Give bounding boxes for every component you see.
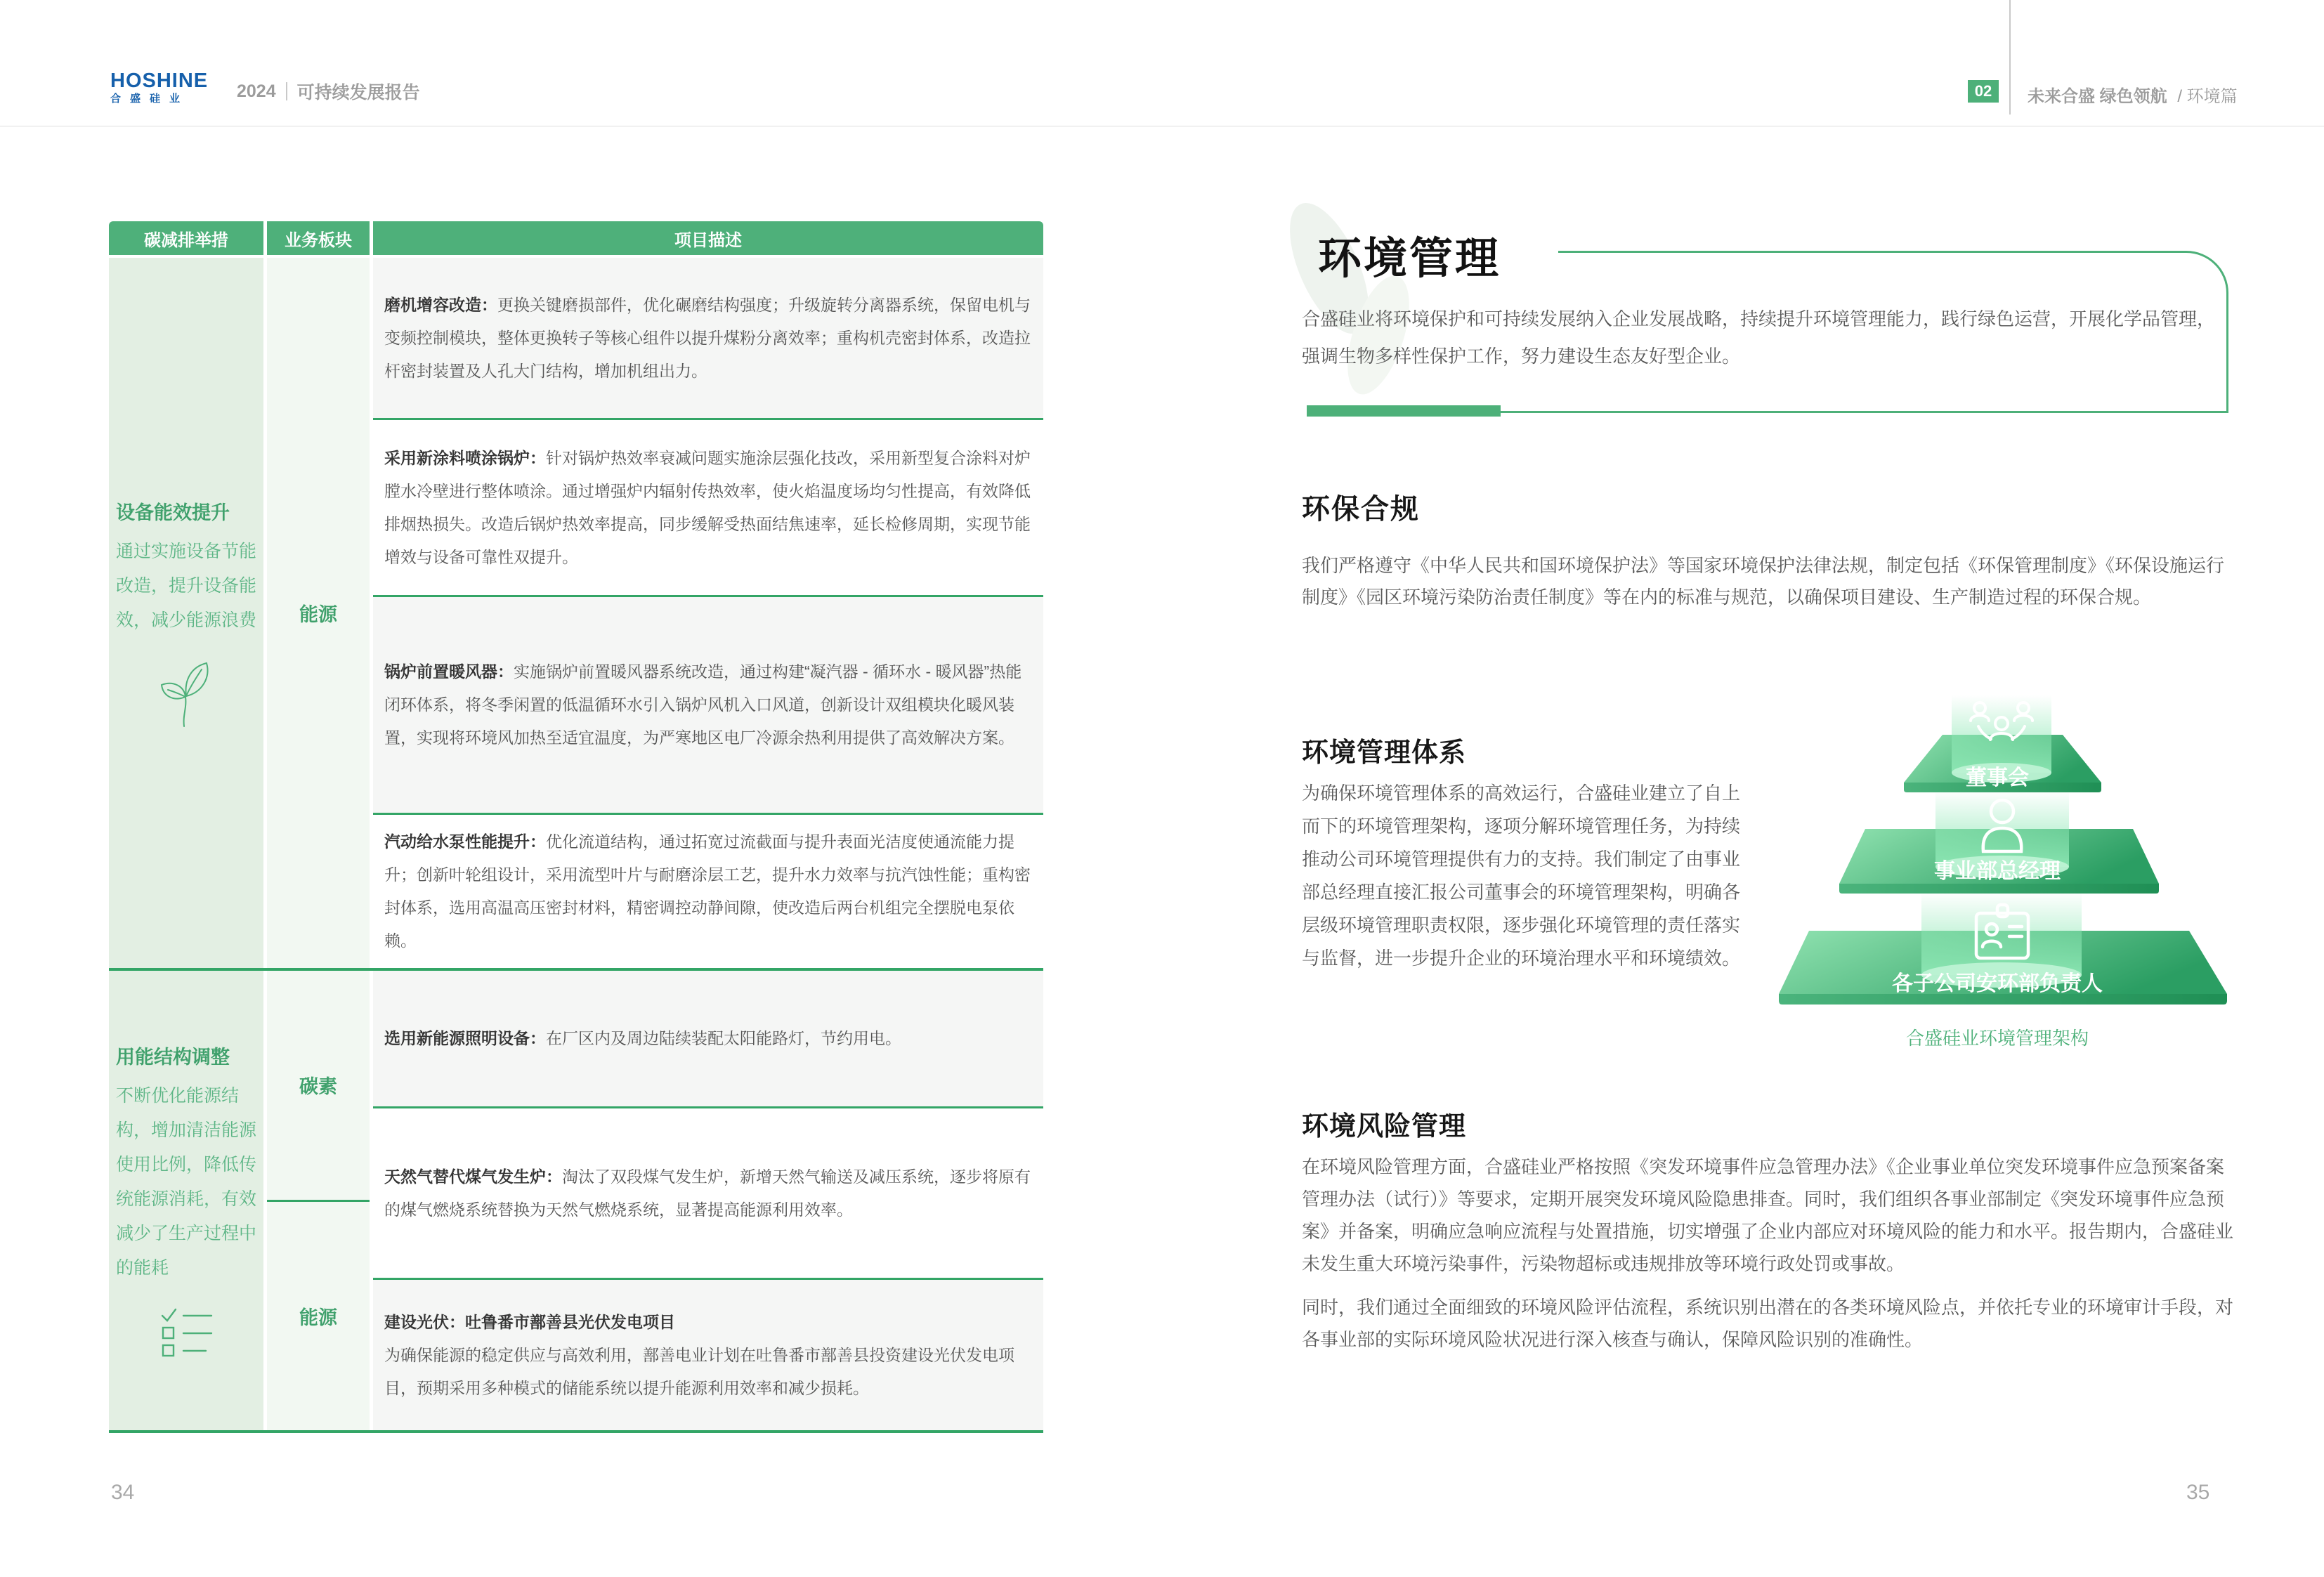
pyramid-label-board: 董事会: [1966, 766, 2029, 790]
project-text: 磨机增容改造：更换关键磨损部件，优化碾磨结构强度；升级旋转分离器系统，保留电机与变频控制模块，整体更换转子等核心组件以提升煤粉分离效率；重构机壳密封体系，改造拉杆密封装置及人孔大门结构，增加机组出力。: [384, 295, 1031, 380]
project-text: 选用新能源照明设备：在厂区内及周边陆续装配太阳能路灯，节约用电。: [384, 1029, 901, 1047]
segment-cell-energy: 能源: [267, 1202, 370, 1431]
column-header-measure: 碳减排举措: [109, 221, 263, 255]
section-heading-system: 环境管理体系: [1302, 738, 1467, 768]
report-title: 可持续发展报告: [296, 83, 420, 103]
section-heading-risk: 环境风险管理: [1302, 1112, 1467, 1141]
measure-title: 用能结构调整: [116, 1046, 230, 1068]
segment-column: [267, 258, 370, 968]
project-text: 建设光伏：吐鲁番市鄯善县光伏发电项目 为确保能源的稳定供应与高效利用，鄯善电业计划在吐鲁番市鄯善县投资建设光伏发电项目，预期采用多种模式的储能系统以提升能源利用效率和减少损耗。: [384, 1312, 1014, 1397]
table-bottom-rule: [109, 1430, 1043, 1433]
segment-column: [267, 971, 370, 1430]
project-text: 锅炉前置暖风器：实施锅炉前置暖风器系统改造，通过构建“凝汽器 - 循环水 - 暖风器”热能闭环体系，将冬季闲置的低温循环水引入锅炉风机入口风道，创新设计双组模块化暖风装置，实现将环境风加热至适宜温度，为严寒地区电厂冷源余热利用提供了高效解决方案。: [384, 662, 1022, 747]
checklist-icon: [157, 1307, 216, 1360]
chapter-number-badge: 02: [1968, 80, 1999, 103]
pyramid-caption: 合盛硅业环境管理架构: [1905, 1028, 2089, 1049]
system-paragraph: 为确保环境管理体系的高效运行，合盛硅业建立了自上而下的环境管理架构，逐项分解环境管理任务，为持续推动公司环境管理提供有力的支持。我们制定了由事业部总经理直接汇报公司董事会的环境管理架构，明确各层级环境管理职责权限，逐步强化环境管理的责任落实与监督，进一步提升企业的环境治理水平和环境绩效。: [1302, 783, 1741, 969]
project-rows: [373, 971, 1043, 1430]
project-row: [373, 971, 1043, 1108]
page-number-right: 35: [2186, 1481, 2210, 1504]
column-header-segment: 业务板块: [267, 221, 370, 255]
table-section-energy-structure: [109, 971, 1043, 1430]
page-number-left: 34: [111, 1481, 135, 1504]
project-row: [373, 258, 1043, 420]
measure-desc: 不断优化能源结构，增加清洁能源使用比例，降低传统能源消耗，有效减少了生产过程中的能耗: [116, 1085, 257, 1278]
project-text: 采用新涂料喷涂锅炉：针对锅炉热效率衰减问题实施涂层强化技改，采用新型复合涂料对炉膛水冷壁进行整体喷涂。通过增强炉内辐射传热效率，使火焰温度场均匀性提高，有效降低排烟热损失。改造后锅炉热效率提高，同步缓解受热面结焦速率，延长检修周期，实现节能增效与设备可靠性双提升。: [384, 448, 1031, 566]
sprout-icon: [154, 659, 218, 729]
measure-title: 设备能效提升: [116, 502, 230, 523]
title-bottom-rule: [1500, 411, 2228, 413]
article-title: 环境管理: [1318, 235, 1501, 283]
compliance-paragraph: 我们严格遵守《中华人民共和国环境保护法》等国家环境保护法律法规，制定包括《环保管理制度》《环保设施运行制度》《园区环境污染防治责任制度》等在内的标准与规范，以确保项目建设、生产制造过程的环保合规。: [1302, 555, 2225, 608]
table-header-row: [109, 221, 1043, 255]
carbon-reduction-table: [109, 221, 1043, 1433]
segment-cell-energy: 能源: [267, 258, 370, 968]
section-heading-compliance: 环保合规: [1302, 494, 1420, 525]
company-logo: [110, 70, 208, 106]
report-separator: [286, 82, 287, 100]
chapter-title: 未来合盛 绿色领航: [2028, 87, 2167, 106]
measure-desc: 通过实施设备节能改造，提升设备能效，减少能源浪费: [116, 541, 257, 630]
measure-cell-equipment: [109, 258, 263, 968]
chapter-heading: [2028, 82, 2238, 107]
project-text: 汽动给水泵性能提升：优化流道结构，通过拓宽过流截面与提升表面光洁度使通流能力提升；创新叶轮组设计，采用流型叶片与耐磨涂层工艺，提升水力效率与抗汽蚀性能；重构密封体系，选用高温高压密封材料，精密调控动静间隙，使改造后两台机组完全摆脱电泵依赖。: [384, 832, 1031, 950]
project-row: [373, 420, 1043, 597]
title-accent-bar: [1307, 405, 1501, 417]
segment-cell-carbon: 碳素: [267, 971, 370, 1202]
project-row: [373, 597, 1043, 815]
report-year: 2024: [237, 81, 276, 101]
logo-wordmark: HOSHINE: [110, 70, 209, 92]
risk-paragraph-2: 同时，我们通过全面细致的环境风险评估流程，系统识别出潜在的各类环境风险点，并依托专业的环境审计手段，对各事业部的实际环境风险状况进行深入核查与确认，保障风险识别的准确性。: [1302, 1297, 2234, 1350]
report-meta: [237, 79, 420, 104]
project-row: [373, 1108, 1043, 1280]
pyramid-label-ehs: 各子公司安环部负责人: [1892, 972, 2103, 995]
article-intro: 合盛硅业将环境保护和可持续发展纳入企业发展战略，持续提升环境管理能力，践行绿色运营，开展化学品管理，强调生物多样性保护工作，努力建设生态友好型企业。: [1302, 308, 2216, 367]
chapter-section: / 环境篇: [2177, 87, 2238, 106]
column-header-description: 项目描述: [373, 221, 1043, 255]
project-text: 天然气替代煤气发生炉：淘汰了双段煤气发生炉，新增天然气输送及减压系统，逐步将原有的煤气燃烧系统替换为天然气燃烧系统，显著提高能源利用效率。: [384, 1167, 1031, 1219]
logo-chinese-name: 合盛硅业: [110, 93, 190, 105]
project-rows: [373, 258, 1043, 968]
project-row: [373, 1280, 1043, 1430]
chapter-divider-line: [2009, 0, 2011, 114]
risk-paragraph-1: 在环境风险管理方面，合盛硅业严格按照《突发环境事件应急管理办法》《企业事业单位突发环境事件应急预案备案管理办法（试行）》等要求，定期开展突发环境风险隐患排查。同时，我们组织各事业部制定《突发环境事件应急预案》并备案，明确应急响应流程与处置措施，切实增强了企业内部应对环境风险的能力和水平。报告期内，合盛硅业未发生重大环境污染事件，污染物超标或违规排放等环境行政处罚或事故。: [1302, 1156, 2234, 1274]
pyramid-label-gm: 事业部总经理: [1934, 860, 2061, 883]
measure-cell-structure: [109, 971, 263, 1430]
table-section-equipment-efficiency: [109, 258, 1043, 968]
project-row: [373, 815, 1043, 968]
